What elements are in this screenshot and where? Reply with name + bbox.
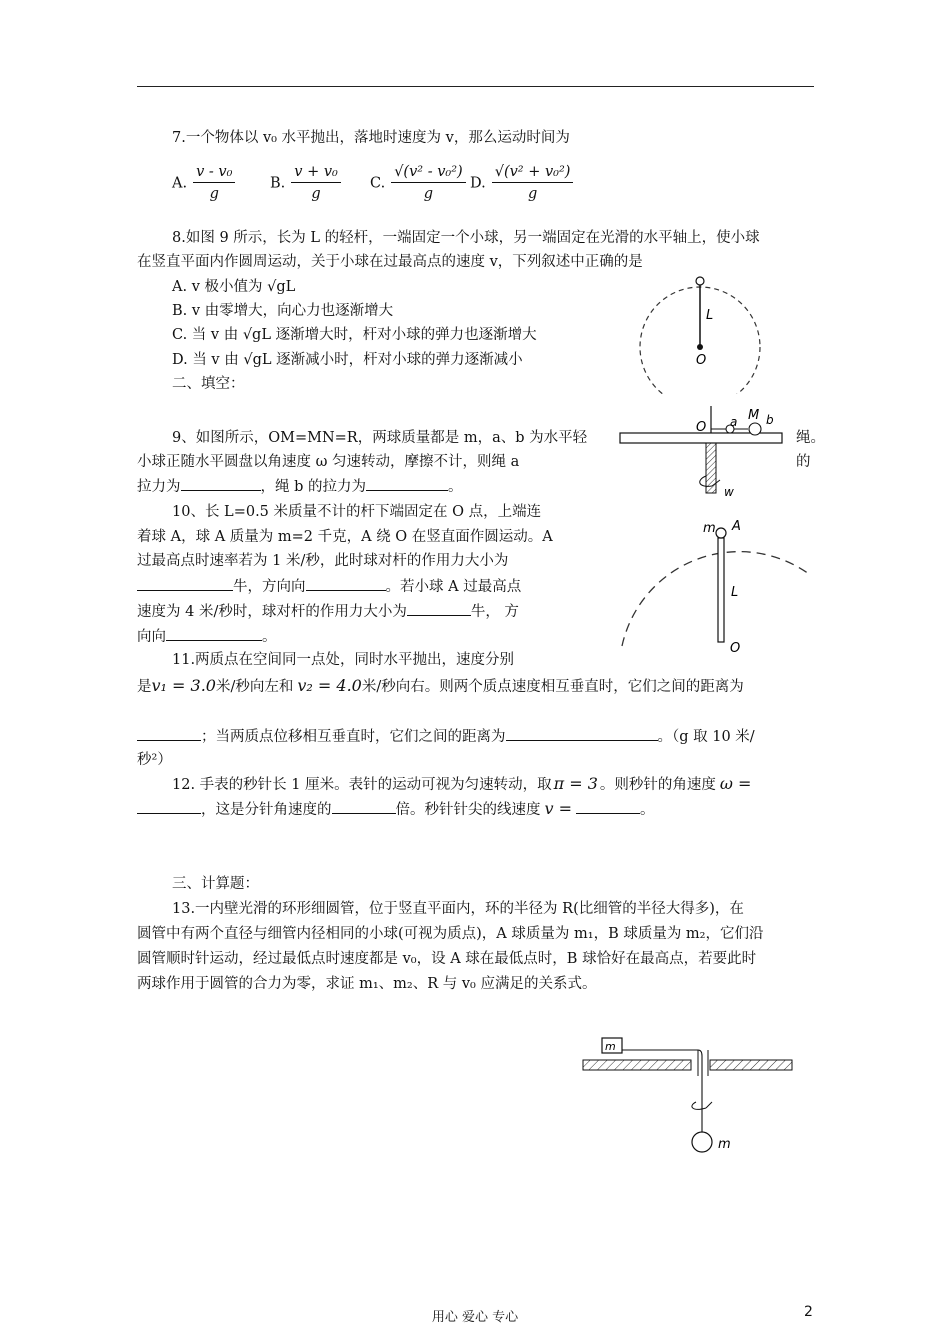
q12-blank-omega[interactable] [137,797,201,814]
rod [718,538,724,642]
q10-blank-force2[interactable] [407,599,471,616]
q10-line5: 速度为 4 米/秒时，球对杆的作用力大小为 牛， 方 [137,599,519,624]
q10-line3: 过最高点时速率若为 1 米/秒，此时球对杆的作用力大小为 [137,553,509,569]
fig1-label-L: L [706,308,714,323]
q9-blank-a[interactable] [181,474,261,491]
q13-line4: 两球作用于圆管的合力为零，求证 m₁、m₂、R 与 v₀ 应满足的关系式。 [137,976,597,992]
figure-rotating-disk [618,400,786,504]
q11-blank-a[interactable] [137,724,201,741]
q11-blank-b[interactable] [506,724,658,741]
q10-line6: 向向 。 [137,624,277,649]
pivot-point [697,344,703,350]
q8-option-d: D. 当 v 由 √gL 逐渐减小时，杆对小球的弹力逐渐减小 [172,352,523,368]
q13-line2: 圆管中有两个直径与细管内径相同的小球(可视为质点)，A 球质量为 m₁，B 球质量为 m₂，它们沿 [137,926,764,942]
q7-option-d: D. $\frac{\text{√(v² + v₀²)}}{g}$ [470,162,579,205]
q8-stem-line2: 在竖直平面内作圆周运动，关于小球在过最高点的速度 v，下列叙述中正确的是 [137,254,643,270]
footer-text: 用心 爱心 专心 [431,1310,519,1325]
section-calculation-heading: 三、计算题： [172,876,259,892]
fig1-label-O: O [696,353,707,368]
figure-rod-ball-a [614,514,814,658]
q12-blank-ratio[interactable] [332,797,396,814]
q7-option-c: C. $\frac{\text{√(v² - v₀²)}}{g}$ [370,162,472,205]
ball-top [696,277,704,285]
table-left [583,1060,691,1070]
q12-blank-v[interactable] [576,797,640,814]
hanging-ball [692,1132,712,1152]
q9-line3: 拉力为 ，绳 b 的拉力为 。 [137,474,463,499]
q8-option-a: A. v 极小值为 √gL [172,279,296,295]
rotation-arrow-2-head [706,1102,712,1108]
page-number: 2 [804,1304,813,1320]
rotation-arrow-2 [692,1102,706,1109]
figure-table-hanging-mass [580,1036,796,1160]
fig4-label-m-top: m [605,1040,616,1053]
q11-line2: 是v₁ = 3.0米/秒向左和 v₂ = 4.0米/秒向右。则两个质点速度相互垂直时，它们之间的距离为 [137,676,744,695]
ball-b [749,423,761,435]
fig2-label-a: a [730,415,738,429]
q10-blank-direction[interactable] [306,574,386,591]
q8-option-c: C. 当 v 由 √gL 逐渐增大时，杆对小球的弹力也逐渐增大 [172,327,537,343]
q7-stem: 7.一个物体以 v₀ 水平抛出，落地时速度为 v，那么运动时间为 [172,130,570,146]
fig2-label-w: w [724,485,734,499]
ball-A [716,528,726,538]
q10-blank-direction2[interactable] [166,624,262,641]
q11-line1: 11.两质点在空间同一点处，同时水平抛出，速度分别 [172,652,515,668]
fig3-label-A: A [732,519,741,534]
q9-line1-right: 绳。 [796,430,825,446]
q11-line3: ；当两质点位移相互垂直时，它们之间的距离为 。（g 取 10 米/ [137,724,755,749]
fig2-label-O: O [696,420,707,435]
q9-blank-b[interactable] [366,474,448,491]
q10-line1: 10、长 L=0.5 米质量不计的杆下端固定在 O 点，上端连 [172,504,542,520]
q10-blank-force[interactable] [137,574,233,591]
section-fill-in-heading: 二、填空： [172,376,245,392]
figure-rod-circle [636,272,784,394]
fig3-label-O: O [730,641,741,656]
fig3-label-m: m [703,521,716,536]
q9-line2-right: 的 [796,454,811,470]
fig2-label-M: M [748,408,760,423]
q7-option-b: B. $\frac{\text{v + v₀}}{g}$ [270,162,347,205]
q13-line1: 13.一内壁光滑的环形细圆管，位于竖直平面内，环的半径为 R(比细管的半径大得多)，在 [172,901,744,917]
header-rule [137,86,814,87]
q10-line4: 牛，方向向 。若小球 A 过最高点 [137,574,521,599]
q10-line2: 着球 A，球 A 质量为 m=2 千克，A 绕 O 在竖直面作圆运动。A [137,529,553,545]
q9-line2: 小球正随水平圆盘以角速度 ω 匀速转动，摩擦不计，则绳 a [137,454,520,470]
fig2-label-b: b [766,413,774,427]
q12-line1: 12. 手表的秒针长 1 厘米。表针的运动可视为匀速转动，取 π = 3 。则秒针的角速度 ω = [172,774,752,793]
shaft [706,443,716,493]
dashed-arc-path [622,552,809,646]
q8-option-b: B. v 由零增大，向心力也逐渐增大 [172,303,394,319]
table-right [710,1060,792,1070]
q12-line2: ，这是分针角速度的 倍。秒针针尖的线速度 v = 。 [137,797,655,822]
q9-line1: 9、如图所示，OM=MN=R，两球质量都是 m，a、b 为水平轻 [172,430,588,446]
q11-line4: 秒²） [137,752,172,768]
fig4-label-m-bottom: m [718,1137,731,1152]
q7-option-a: A. $\frac{\text{v - v₀}}{g}$ [172,162,241,205]
fig3-label-L: L [731,585,739,600]
q13-line3: 圆管顺时针运动，经过最低点时速度都是 v₀，设 A 球在最低点时，B 球恰好在最高点，若要此时 [137,951,757,967]
q8-stem-line1: 8.如图 9 所示，长为 L 的轻杆，一端固定一个小球，另一端固定在光滑的水平轴上，使小球 [172,230,760,246]
